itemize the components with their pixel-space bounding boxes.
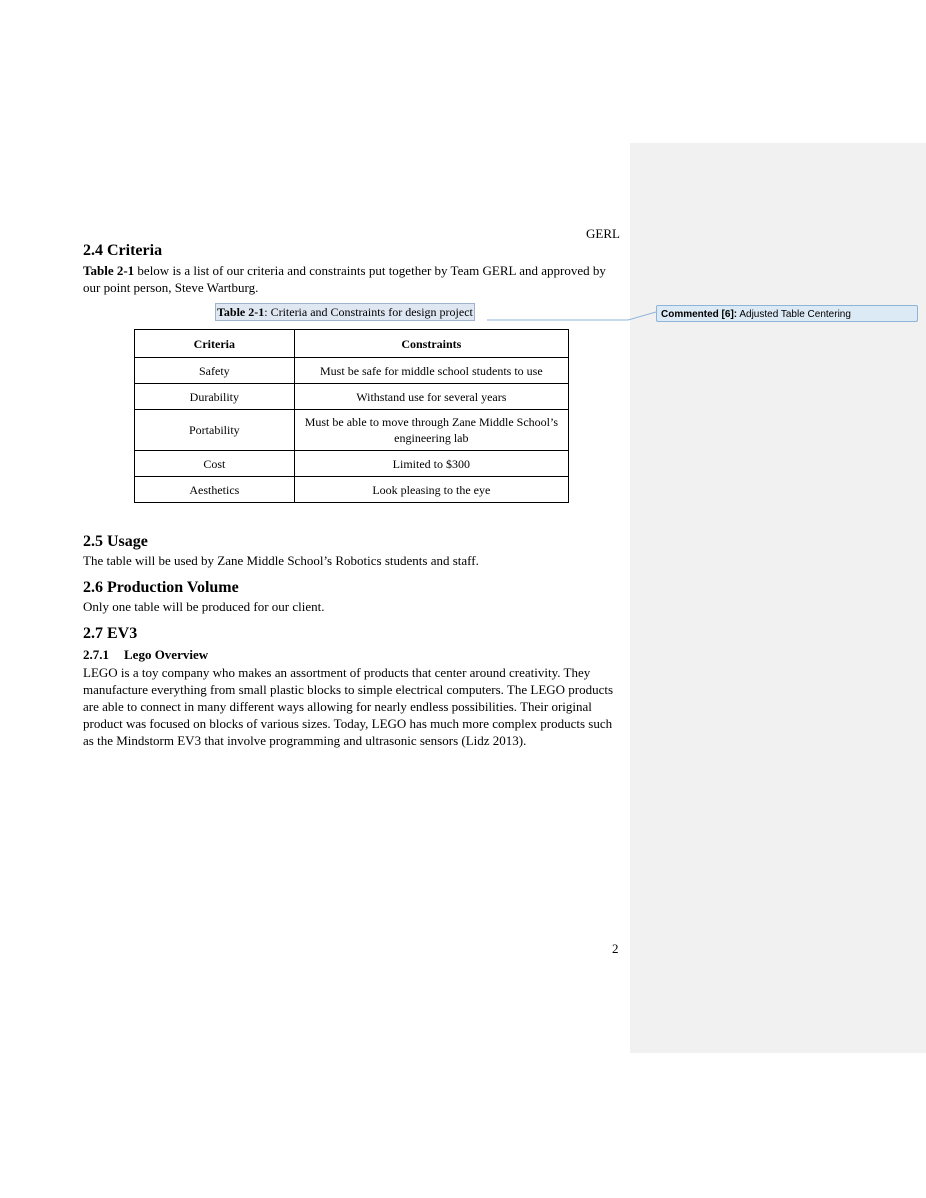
heading-usage: 2.5 Usage [83,533,148,550]
production-body[interactable]: Only one table will be produced for our client. [83,599,325,614]
table-cell-criteria: Durability [135,384,295,410]
criteria-intro-text: below is a list of our criteria and constraints put together by Team GERL and approved by our point person, Steve Wartburg. [83,263,606,295]
comment-balloon[interactable] [656,305,918,322]
table-cell-criteria: Aesthetics [135,477,295,503]
table-header-constraints: Constraints [294,330,568,358]
comment-text: Adjusted Table Centering [737,309,851,320]
heading-ev3: 2.7 EV3 [83,625,138,642]
table-cell-criteria: Portability [135,410,295,451]
lego-overview-body[interactable]: LEGO is a toy company who makes an assortment of products that center around creativity. They manufacture everything from small plastic blocks to simple electrical computers. The LEGO products are able to connect in many different ways allowing for nearly endless possibilities. Their original product was focused on blocks of various sizes. Today, LEGO has much more complex products such as the Mindstorm EV3 that involve programming and ultrasonic sensors (Lidz 2013). [83,665,614,748]
table-cell-criteria: Cost [135,451,295,477]
table-cell-constraint: Limited to $300 [294,451,568,477]
heading-criteria: 2.4 Criteria [83,242,163,259]
table-caption-label: Table 2-1 [217,305,265,319]
page-number: 2 [612,941,619,956]
usage-body[interactable]: The table will be used by Zane Middle School’s Robotics students and staff. [83,553,479,568]
subheading-number: 2.7.1 [83,647,109,662]
table-caption-text: : Criteria and Constraints for design project [264,305,473,319]
table-cell-constraint: Must be able to move through Zane Middle School’s engineering lab [294,410,568,451]
running-header: GERL [586,226,620,241]
subheading-title: Lego Overview [124,647,209,662]
comment-author: Commented [6]: [661,309,738,320]
table-cell-constraint: Withstand use for several years [294,384,568,410]
table-cell-constraint: Must be safe for middle school students to use [294,358,568,384]
table-header-criteria: Criteria [135,330,295,358]
criteria-intro-table-ref: Table 2-1 [83,263,135,278]
table-cell-criteria: Safety [135,358,295,384]
table-cell-constraint: Look pleasing to the eye [294,477,568,503]
heading-production-volume: 2.6 Production Volume [83,579,239,596]
